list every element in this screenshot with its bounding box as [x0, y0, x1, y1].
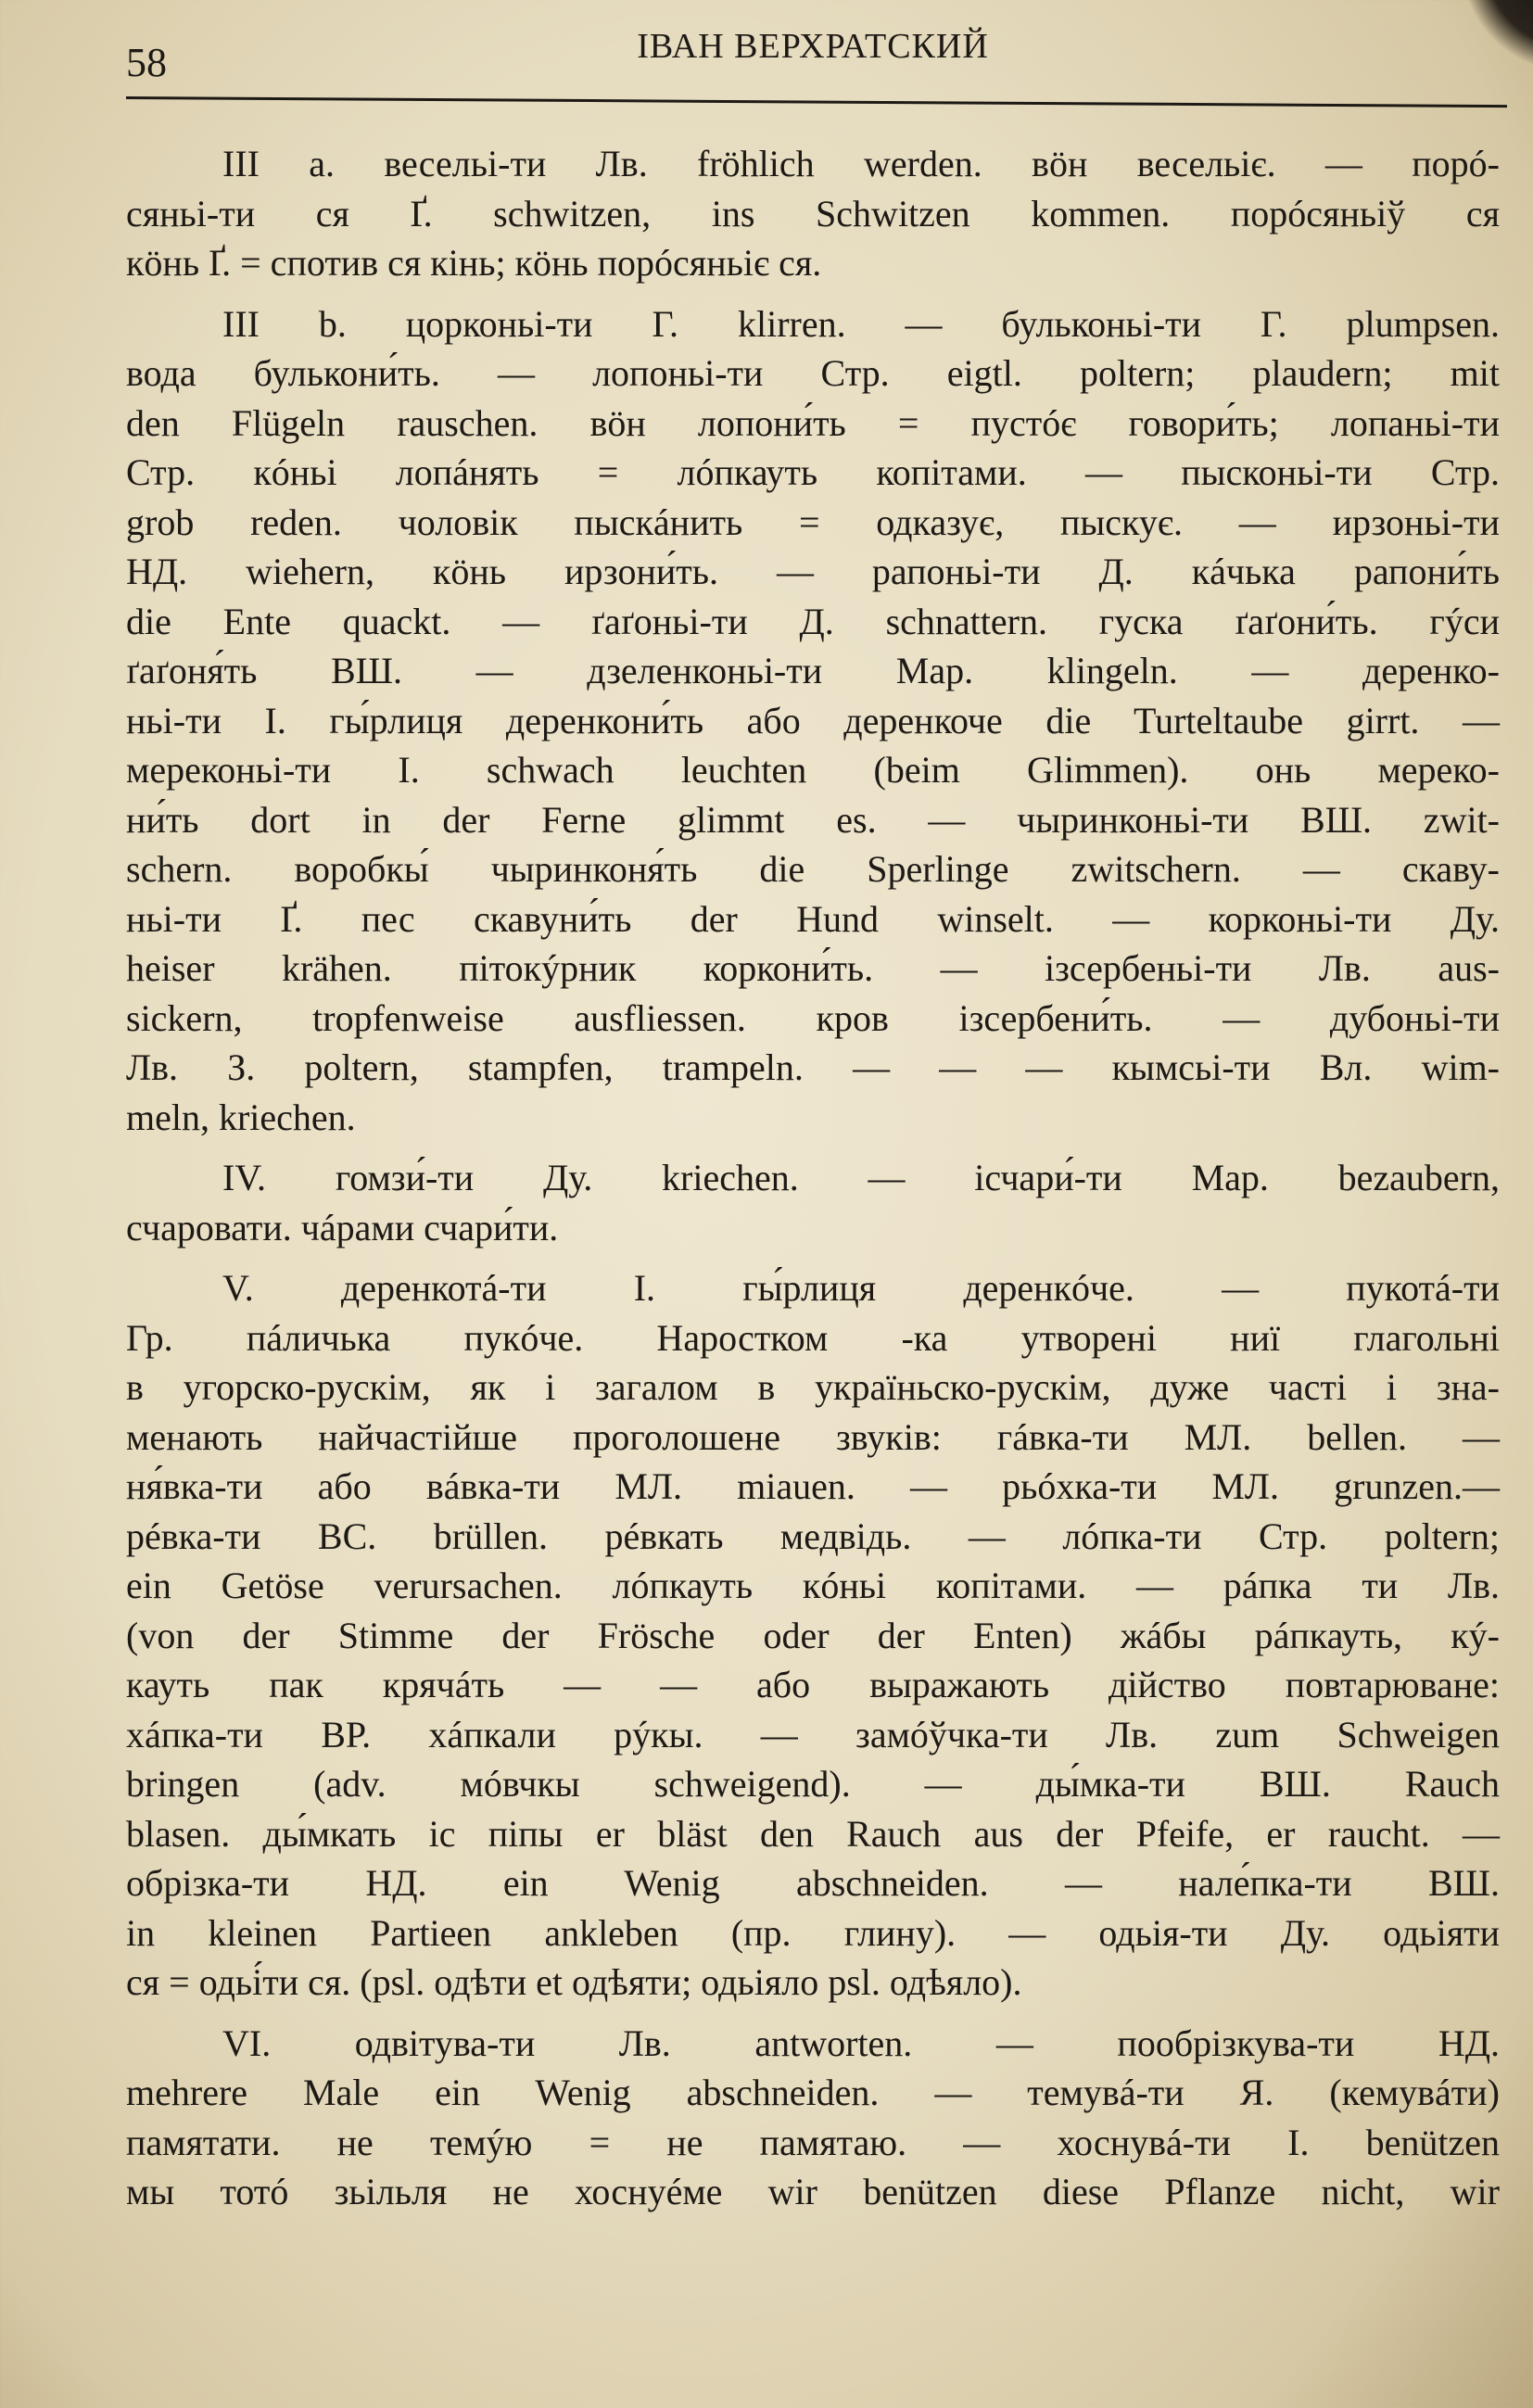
text-line: ня́вка-ти або вáвка-ти МЛ. miauen. — рьóхка-ти МЛ. grunzen.—	[126, 1465, 1500, 1507]
text-line: meln, kriechen.	[126, 1096, 356, 1138]
text-line: bringen (adv. мóвчкы schweigend). — ды́мка-ти ВШ. Rauch	[126, 1763, 1500, 1805]
text-line: ein Getöse verursachen. лóпкауть кóньі копітами. — рáпка ти Лв.	[126, 1565, 1500, 1606]
text-line: Гр. пáличька пукóче. Наростком -ка утворені ниї глагольні	[126, 1316, 1500, 1359]
text-line: V. деренкотá-ти І. гы́рлиця деренкóче. — пукотá-ти	[222, 1267, 1500, 1309]
text-line: НД. wiehern, кöнь ирзони́ть. — рапоньі-ти Д. кáчька рапони́ть	[126, 551, 1500, 592]
text-line: ньі-ти І. гы́рлиця деренкони́ть або деренкоче die Turteltaube girrt. —	[126, 699, 1500, 741]
text-line: мы тотó зьільля не хоснуéме wir benützen diese Pflanze nicht, wir	[126, 2171, 1500, 2212]
text-line: кауть пак крячáть — — або выражають дійство повтарюване:	[126, 1664, 1500, 1705]
text-line: Стр. кóньі лопáнять = лóпкауть копітами. — пысконьі-ти Стр.	[126, 451, 1500, 493]
page-number: 58	[126, 40, 167, 85]
text-line: den Flügeln rauschen. вöн лопони́ть = пустóє говори́ть; лопаньі-ти	[126, 401, 1500, 444]
text-line: мереконьі-ти І. schwach leuchten (beim Glimmen). онь мереко-	[126, 749, 1500, 791]
text-line: счаровати. чáрами счари́ти.	[126, 1206, 559, 1248]
running-title: ІВАН ВЕРХРАТСКИЙ	[637, 27, 989, 66]
paragraph	[126, 1263, 1500, 2008]
text-line: sickern, tropfenweise ausfliessen. кров ізсербени́ть. — дубоньі-ти	[126, 996, 1500, 1039]
text-line: in kleinen Partieen ankleben (пр. глину). — одьія-ти Ду. одьіяти	[126, 1911, 1500, 1954]
text-line: III a. весельі-ти Лв. fröhlich werden. вöн весельіє. — порó-	[222, 143, 1500, 184]
text-line: ґаґоня́ть ВШ. — дзеленконьі-ти Мар. klingeln. — деренко-	[126, 650, 1500, 691]
text-line: IV. гомзи́-ти Ду. kriechen. — ісчари́-ти Мар. bezaubern,	[222, 1157, 1500, 1198]
text-line: III b. цорконьі-ти Г. klirren. — бульконьі-ти Г. plumpsen.	[222, 302, 1500, 345]
paragraph	[126, 1153, 1500, 1252]
paragraph	[126, 139, 1500, 288]
text-line: grob reden. чоловік пыскáнить = одказує, пыскує. — ирзоньі-ти	[126, 501, 1500, 543]
text-line: кöнь Ґ. = спотив ся кінь; кöнь порóсяньіє ся.	[126, 242, 822, 284]
text-line: VI. одвітува-ти Лв. antworten. — пообрізкува-ти НД.	[222, 2021, 1500, 2064]
text-line: blasen. ды́мкать іс піпы er bläst den Rauch aus der Pfeife, er raucht. —	[126, 1812, 1500, 1855]
text-line: менають найчастійше проголошене звуків: гáвка-ти МЛ. bellen. —	[126, 1415, 1500, 1458]
paragraph	[126, 2019, 1500, 2217]
text-line: рéвка-ти ВС. brüllen. рéвкать медвідь. — лóпка-ти Стр. poltern;	[126, 1515, 1500, 1557]
paragraph	[126, 299, 1500, 1143]
text-line: schern. воробкы́ чыринконя́ть die Sperlinge zwitschern. — скаву-	[126, 848, 1500, 890]
text-line: die Ente quackt. — ґаґоньі-ти Д. schnattern. гуска ґаґони́ть. гýси	[126, 600, 1500, 642]
text-line: heiser krähen. пітокýрник коркони́ть. — ізсербеньі-ти Лв. aus-	[126, 947, 1500, 989]
text-line: хáпка-ти ВР. хáпкали рýкы. — замóўчка-ти Лв. zum Schweigen	[126, 1713, 1500, 1755]
text-line: mehrere Male ein Wenig abschneiden. — темувá-ти Я. (кемувáти)	[126, 2072, 1500, 2113]
text-line: вода булькони́ть. — лопоньі-ти Стр. eigtl. poltern; plaudern; mit	[126, 352, 1500, 394]
text-line: памятати. не темýю = не памятаю. — хоснувá-ти І. benützen	[126, 2121, 1500, 2163]
text-line: ся = одьі́ти ся. (psl. одѣти et одѣяти; одьіяло psl. одѣяло).	[126, 1961, 1022, 2003]
text-line: (von der Stimme der Frösche oder der Enten) жáбы рáпкауть, кý-	[126, 1614, 1500, 1656]
text-line: обрізка-ти НД. ein Wenig abschneiden. — нале́пка-ти ВШ.	[126, 1862, 1500, 1904]
body-text	[126, 139, 1500, 2217]
text-line: ни́ть dort in der Ferne glimmt es. — чыринконьі-ти ВШ. zwit-	[126, 798, 1500, 841]
text-line: ньі-ти Ґ. пес скавуни́ть der Hund winselt. — корконьі-ти Ду.	[126, 897, 1500, 940]
text-line: в угорско-рускім, як і загалом в украïньско-рускім, дуже часті і зна-	[126, 1366, 1500, 1408]
header-rule	[126, 96, 1507, 108]
text-line: сяньі-ти ся Ґ. schwitzen, ins Schwitzen kommen. порóсяньіў ся	[126, 192, 1500, 234]
text-line: Лв. З. poltern, stampfen, trampeln. — — — кымсьі-ти Вл. wim-	[126, 1046, 1500, 1088]
